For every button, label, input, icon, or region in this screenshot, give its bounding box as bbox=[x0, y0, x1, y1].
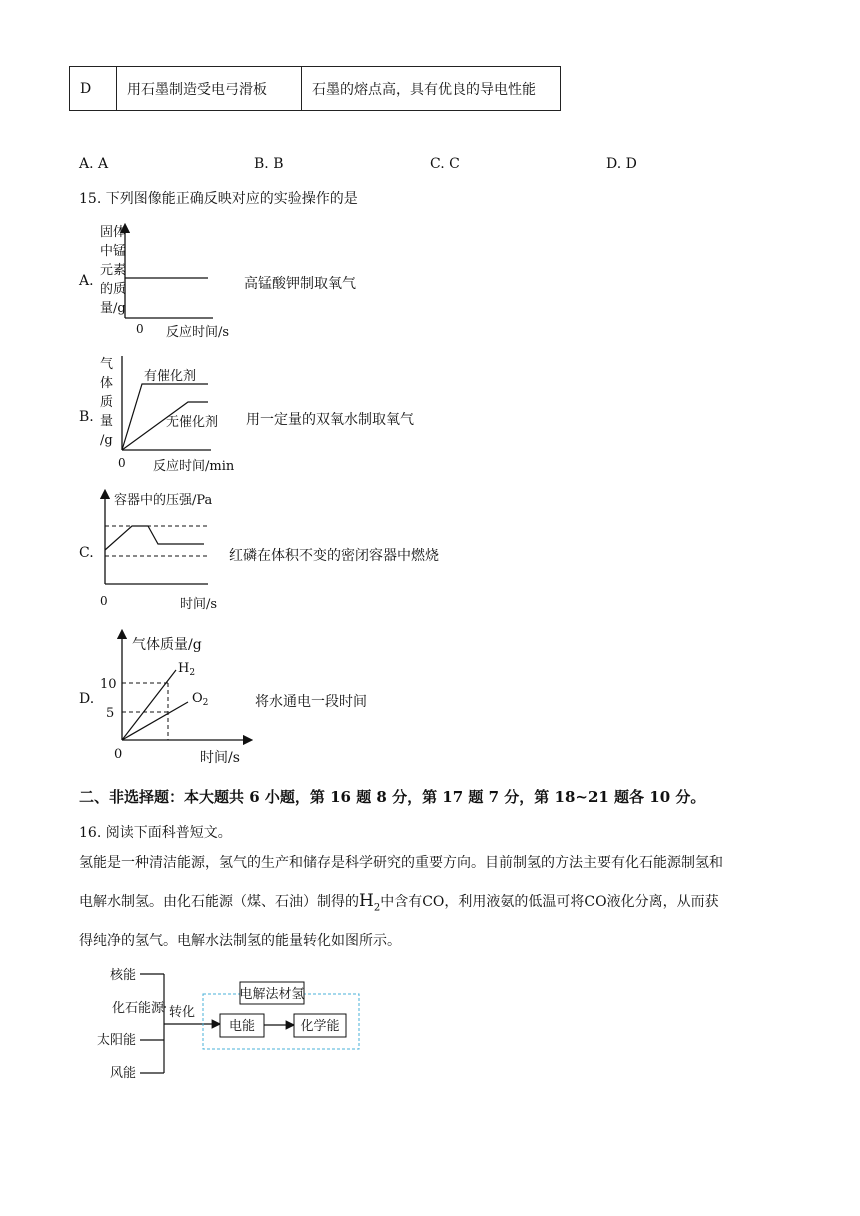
h2-formula: $H_2$ bbox=[359, 891, 381, 914]
graph-a-desc: 高锰酸钾制取氧气 bbox=[244, 276, 356, 292]
table-cell-reason: 石墨的熔点高，具有优良的导电性能 bbox=[312, 81, 536, 98]
answer-table-row bbox=[69, 66, 561, 111]
question-15-stem: 15. 下列图像能正确反映对应的实验操作的是 bbox=[79, 191, 358, 207]
graph-d-series-o2: $O_2$ bbox=[192, 691, 209, 708]
graph-b-ylabel-3: 质 bbox=[100, 395, 114, 410]
co-formula-2: CO bbox=[584, 894, 607, 910]
graph-a-ylabel-4: 的质 bbox=[100, 282, 127, 297]
graph-b-ylabel-4: 量 bbox=[100, 414, 114, 429]
electric-energy-label: 电能 bbox=[228, 1019, 256, 1034]
energy-conversion-diagram bbox=[76, 960, 376, 1088]
graph-c-curve bbox=[105, 526, 204, 550]
source-nuclear: 核能 bbox=[109, 968, 136, 983]
graph-b-xlabel: 反应时间/min bbox=[153, 459, 235, 474]
graph-c-label: C. bbox=[79, 545, 94, 561]
graph-a-ylabel-2: 中锰 bbox=[100, 244, 127, 259]
option-c: C. C bbox=[430, 156, 460, 172]
q16-paragraph-line-1: 氢能是一种清洁能源，氢气的生产和储存是科学研究的重要方向。目前制氢的方法主要有化石能源制氢和 bbox=[79, 855, 723, 871]
table-cell-use: 用石墨制造受电弓滑板 bbox=[117, 67, 302, 110]
graph-c-ylabel: 容器中的压强/Pa bbox=[114, 493, 213, 508]
graph-b-label: B. bbox=[79, 409, 94, 425]
graph-d-tick-5: 5 bbox=[106, 706, 115, 721]
graph-d-origin: 0 bbox=[114, 747, 123, 762]
graph-d-xlabel: 时间/s bbox=[200, 750, 240, 766]
graph-b-origin: 0 bbox=[118, 456, 126, 470]
graph-a-origin: 0 bbox=[136, 322, 144, 336]
q16-paragraph-line-3: 得纯净的氢气。电解水法制氢的能量转化如图所示。 bbox=[79, 933, 401, 949]
graph-b-ylabel-2: 体 bbox=[100, 376, 114, 391]
table-cell-option: D bbox=[70, 67, 117, 110]
graph-d bbox=[96, 628, 266, 768]
graph-c-xlabel: 时间/s bbox=[180, 597, 218, 612]
graph-b-ylabel-5: /g bbox=[100, 433, 113, 448]
q16-paragraph-line-2: 电解水制氢。由化石能源（煤、石油）制得的$H_2$中含有CO，利用液氨的低温可将CO液化分离，从而获 bbox=[79, 891, 719, 914]
graph-a-xlabel: 反应时间/s bbox=[166, 325, 230, 340]
graph-d-desc: 将水通电一段时间 bbox=[255, 694, 367, 710]
graph-b-desc: 用一定量的双氧水制取氧气 bbox=[246, 412, 414, 428]
co-formula: CO bbox=[422, 894, 445, 910]
graph-c-desc: 红磷在体积不变的密闭容器中燃烧 bbox=[229, 548, 439, 564]
source-solar: 太阳能 bbox=[96, 1033, 136, 1048]
electrolysis-title: 电解法材氢 bbox=[239, 987, 305, 1002]
section-2-heading: 二、非选择题：本大题共 6 小题，第 16 题 8 分，第 17 题 7 分，第 18~21 题各 10 分。 bbox=[79, 788, 706, 806]
graph-a bbox=[98, 222, 258, 342]
graph-a-ylabel-5: 量/g bbox=[100, 301, 126, 316]
graph-b-ylabel-1: 气 bbox=[100, 357, 114, 372]
chemical-energy-label: 化学能 bbox=[300, 1019, 340, 1034]
convert-label: 转化 bbox=[169, 1005, 196, 1020]
graph-d-label: D. bbox=[79, 691, 95, 707]
graph-d-tick-10: 10 bbox=[100, 677, 117, 692]
graph-d-curve-o2 bbox=[122, 702, 188, 740]
graph-b bbox=[96, 354, 256, 478]
graph-b-series-catalyst: 有催化剂 bbox=[144, 369, 197, 384]
source-fossil: 化石能源 bbox=[111, 1001, 164, 1016]
graph-d-series-h2: $H_2$ bbox=[178, 661, 196, 678]
option-d: D. D bbox=[606, 156, 637, 172]
graph-a-label: A. bbox=[79, 273, 94, 289]
option-b: B. B bbox=[254, 156, 284, 172]
question-16-stem: 16. 阅读下面科普短文。 bbox=[79, 825, 232, 841]
graph-c-origin: 0 bbox=[100, 594, 108, 608]
graph-a-ylabel-3: 元素 bbox=[100, 263, 127, 278]
option-a: A. A bbox=[79, 156, 109, 172]
graph-a-ylabel-1: 固体 bbox=[100, 225, 127, 240]
graph-d-ylabel: 气体质量/g bbox=[132, 637, 202, 653]
source-wind: 风能 bbox=[109, 1066, 136, 1081]
graph-b-series-no-catalyst: 无催化剂 bbox=[166, 415, 219, 430]
